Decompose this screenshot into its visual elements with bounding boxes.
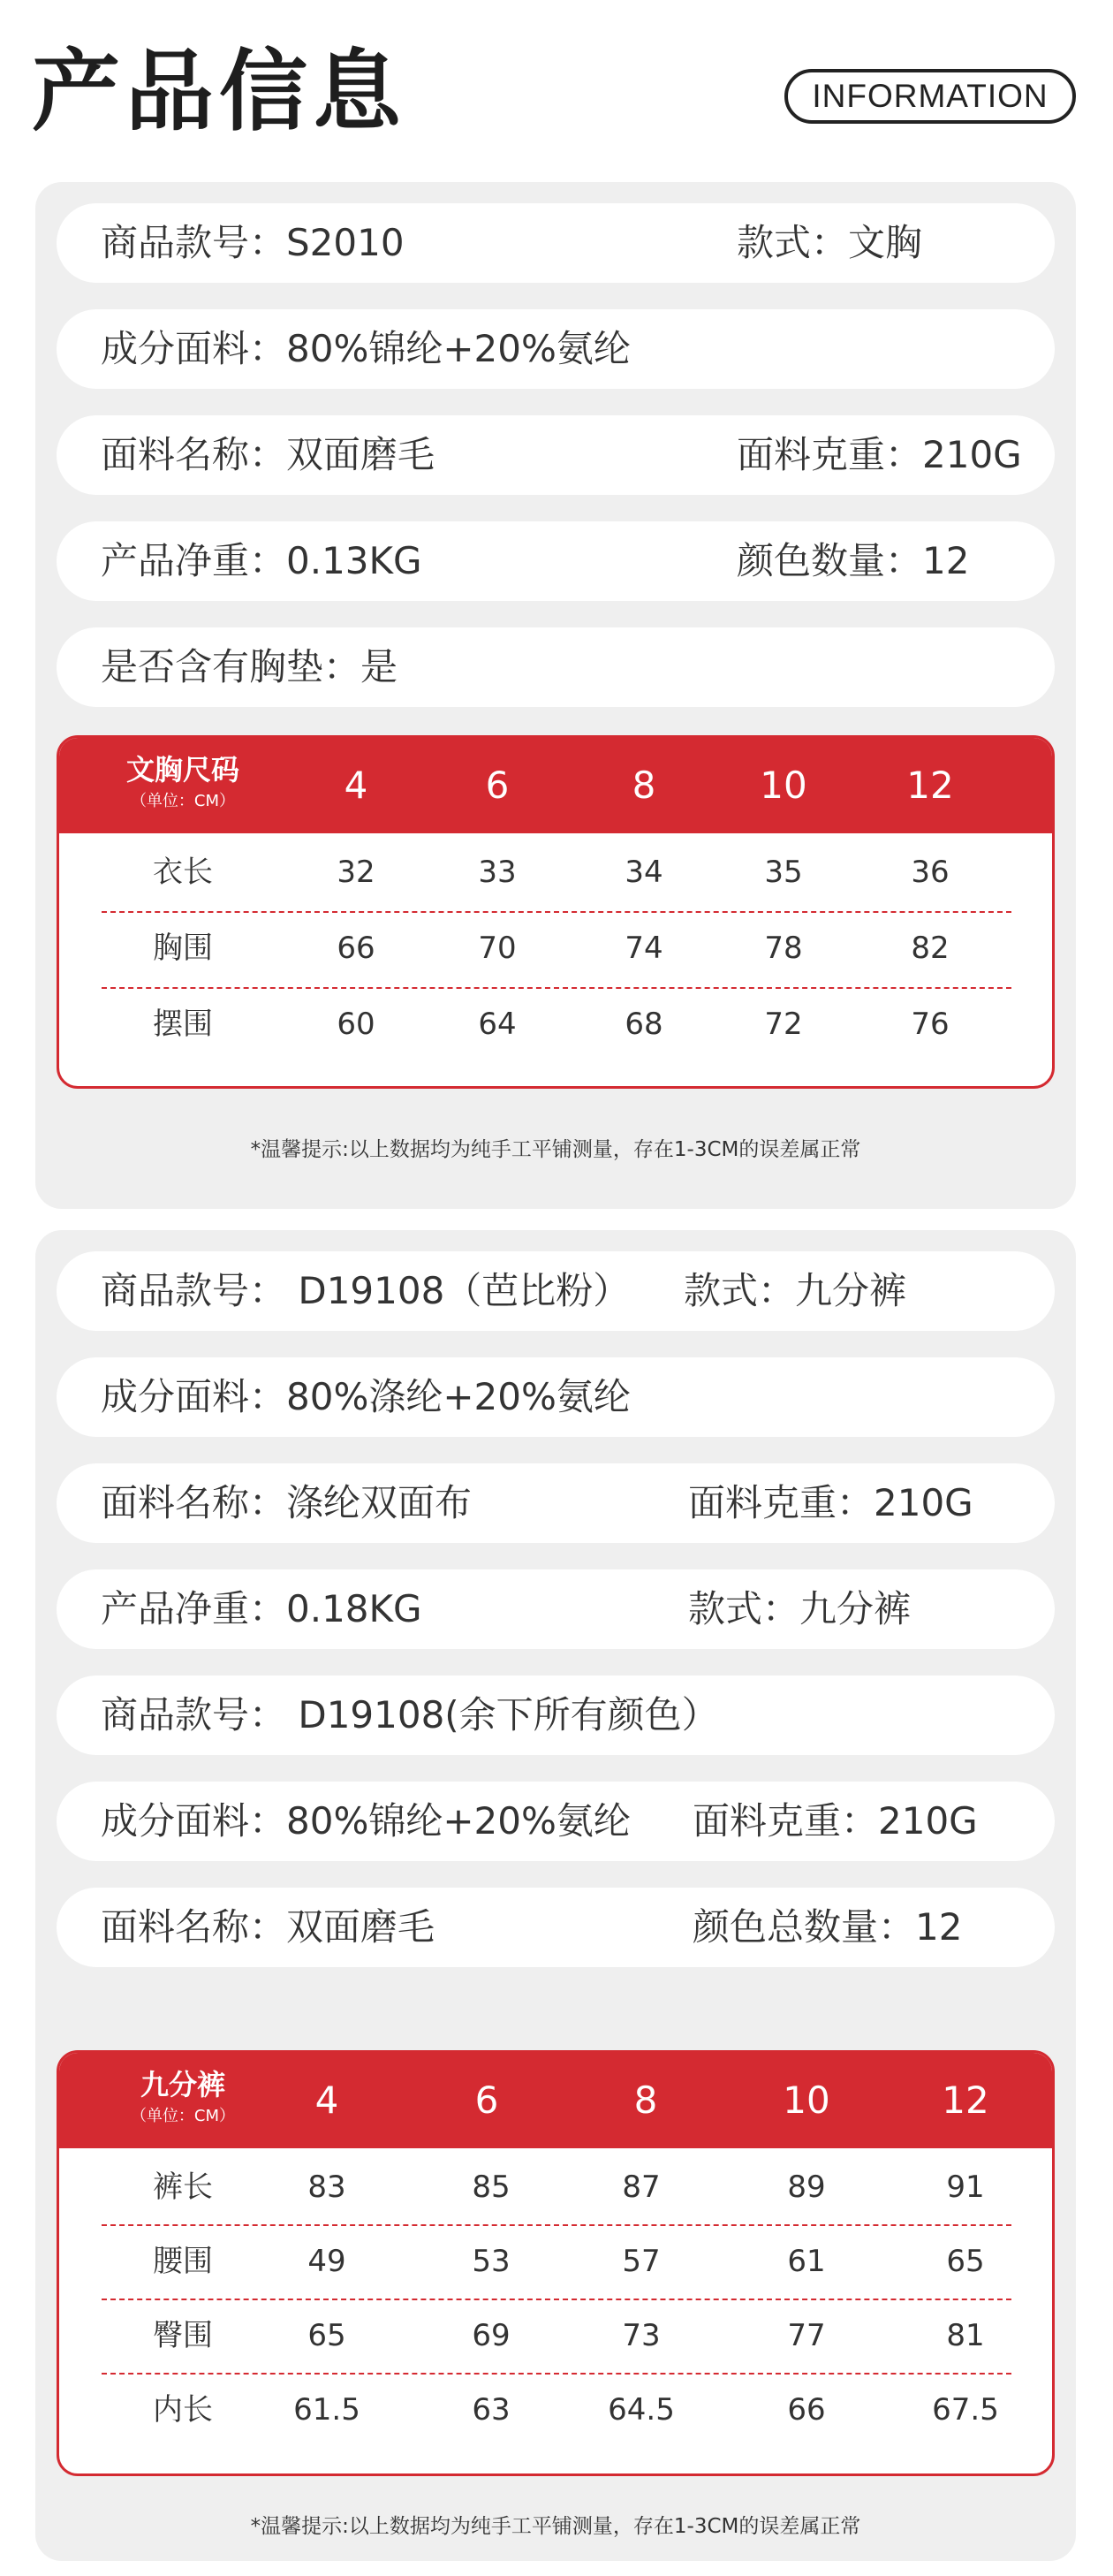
table-row xyxy=(59,987,1052,1061)
row-label: 衣长 xyxy=(153,855,213,890)
table-cell: 78 xyxy=(764,931,803,966)
info-row-net-weight xyxy=(57,521,1055,601)
row-label: 胸围 xyxy=(153,931,213,966)
info-row-right: 面料克重：210G xyxy=(693,1799,978,1843)
info-row-left: 成分面料：80%涤纶+20%氨纶 xyxy=(101,1375,631,1418)
info-row-left: 是否含有胸垫：是 xyxy=(101,645,398,688)
table-cell: 49 xyxy=(307,2244,346,2279)
table-cell: 87 xyxy=(622,2169,661,2205)
info-row-right: 款式：九分裤 xyxy=(688,1587,912,1630)
info-row-style-number xyxy=(57,203,1055,283)
table-cell: 32 xyxy=(337,855,375,890)
info-row-left: 成分面料：80%锦纶+20%氨纶 xyxy=(101,327,631,370)
size-header: 8 xyxy=(633,2078,658,2122)
table-cell: 34 xyxy=(625,855,663,890)
info-row-right: 款式：文胸 xyxy=(737,221,923,264)
table-cell: 63 xyxy=(472,2392,511,2428)
table-cell: 72 xyxy=(764,1007,803,1042)
info-row-composition xyxy=(57,309,1055,389)
table-row xyxy=(59,2373,1052,2447)
table-row xyxy=(59,835,1052,909)
page-title: 产品信息 xyxy=(32,40,406,143)
information-badge: INFORMATION xyxy=(784,69,1076,124)
table-cell: 35 xyxy=(764,855,803,890)
info-row-right: 款式：九分裤 xyxy=(684,1269,907,1312)
table-cell: 61 xyxy=(787,2244,826,2279)
info-row-style-number-other-colors xyxy=(57,1676,1055,1755)
info-row-composition xyxy=(57,1357,1055,1437)
table-cell: 69 xyxy=(472,2318,511,2353)
table-cell: 91 xyxy=(946,2169,985,2205)
table-cell: 53 xyxy=(472,2244,511,2279)
table-cell: 57 xyxy=(622,2244,661,2279)
table-row xyxy=(59,2150,1052,2224)
table-cell: 36 xyxy=(911,855,950,890)
info-row-fabric-name xyxy=(57,415,1055,495)
table-cell: 82 xyxy=(911,931,950,966)
row-label: 腰围 xyxy=(153,2244,213,2279)
size-table-unit: （单位：CM） xyxy=(130,2107,236,2125)
table-row xyxy=(59,2299,1052,2373)
info-row-left: 商品款号：S2010 xyxy=(101,221,405,264)
table-cell: 70 xyxy=(478,931,517,966)
row-label: 裤长 xyxy=(153,2169,213,2205)
row-label: 摆围 xyxy=(153,1007,213,1042)
size-table-pants xyxy=(57,2050,1055,2476)
table-cell: 66 xyxy=(787,2392,826,2428)
info-row-fabric-name xyxy=(57,1463,1055,1543)
table-cell: 74 xyxy=(625,931,663,966)
info-row-right: 面料克重：210G xyxy=(737,433,1022,476)
product-info-panel-bra xyxy=(35,182,1076,1209)
size-table-bra xyxy=(57,735,1055,1089)
size-header: 4 xyxy=(344,764,368,807)
table-cell: 33 xyxy=(478,855,517,890)
table-cell: 65 xyxy=(946,2244,985,2279)
size-header: 12 xyxy=(942,2078,989,2122)
table-cell: 66 xyxy=(337,931,375,966)
row-label: 内长 xyxy=(153,2392,213,2428)
info-row-style-number xyxy=(57,1251,1055,1331)
row-label: 臀围 xyxy=(153,2318,213,2353)
table-cell: 64 xyxy=(478,1007,517,1042)
size-header: 8 xyxy=(632,764,656,807)
size-table-title: 九分裤 xyxy=(140,2068,225,2101)
info-row-right: 面料克重：210G xyxy=(688,1481,973,1524)
size-table-unit: （单位：CM） xyxy=(130,792,236,810)
size-table-title: 文胸尺码 xyxy=(125,753,239,786)
info-row-left: 产品净重：0.13KG xyxy=(101,539,422,582)
table-cell: 65 xyxy=(307,2318,346,2353)
table-cell: 61.5 xyxy=(293,2392,360,2428)
info-row-net-weight xyxy=(57,1569,1055,1649)
table-cell: 67.5 xyxy=(932,2392,999,2428)
table-cell: 76 xyxy=(911,1007,950,1042)
info-row-left: 成分面料：80%锦纶+20%氨纶 xyxy=(101,1799,631,1843)
info-row-left: 商品款号： D19108（芭比粉） xyxy=(101,1269,631,1312)
table-row xyxy=(59,2224,1052,2299)
size-header: 4 xyxy=(314,2078,339,2122)
size-header: 10 xyxy=(760,764,807,807)
info-row-left: 面料名称：双面磨毛 xyxy=(101,1905,435,1949)
size-header: 6 xyxy=(474,2078,499,2122)
page-header xyxy=(0,0,1113,177)
table-cell: 81 xyxy=(946,2318,985,2353)
info-row-right: 颜色总数量：12 xyxy=(693,1905,963,1949)
table-cell: 60 xyxy=(337,1007,375,1042)
info-row-composition-other xyxy=(57,1782,1055,1861)
info-row-left: 产品净重：0.18KG xyxy=(101,1587,422,1630)
info-row-left: 面料名称：涤纶双面布 xyxy=(101,1481,473,1524)
table-row xyxy=(59,911,1052,985)
info-row-chest-pad xyxy=(57,627,1055,707)
info-row-left: 面料名称：双面磨毛 xyxy=(101,433,435,476)
table-cell: 73 xyxy=(622,2318,661,2353)
table-cell: 68 xyxy=(625,1007,663,1042)
info-row-right: 颜色数量：12 xyxy=(737,539,970,582)
size-table-header xyxy=(59,738,1052,833)
table-cell: 83 xyxy=(307,2169,346,2205)
measurement-note: *温馨提示:以上数据均为纯手工平铺测量，存在1-3CM的误差属正常 xyxy=(250,1138,861,1161)
size-header: 12 xyxy=(906,764,954,807)
table-cell: 85 xyxy=(472,2169,511,2205)
table-cell: 77 xyxy=(787,2318,826,2353)
size-header: 6 xyxy=(485,764,510,807)
info-row-left: 商品款号： D19108(余下所有颜色） xyxy=(101,1693,719,1736)
size-table-header xyxy=(59,2053,1052,2148)
table-cell: 64.5 xyxy=(608,2392,675,2428)
table-cell: 89 xyxy=(787,2169,826,2205)
product-info-panel-pants xyxy=(35,1230,1076,2561)
info-row-fabric-name-other xyxy=(57,1888,1055,1967)
size-header: 10 xyxy=(783,2078,830,2122)
measurement-note: *温馨提示:以上数据均为纯手工平铺测量，存在1-3CM的误差属正常 xyxy=(250,2515,861,2538)
